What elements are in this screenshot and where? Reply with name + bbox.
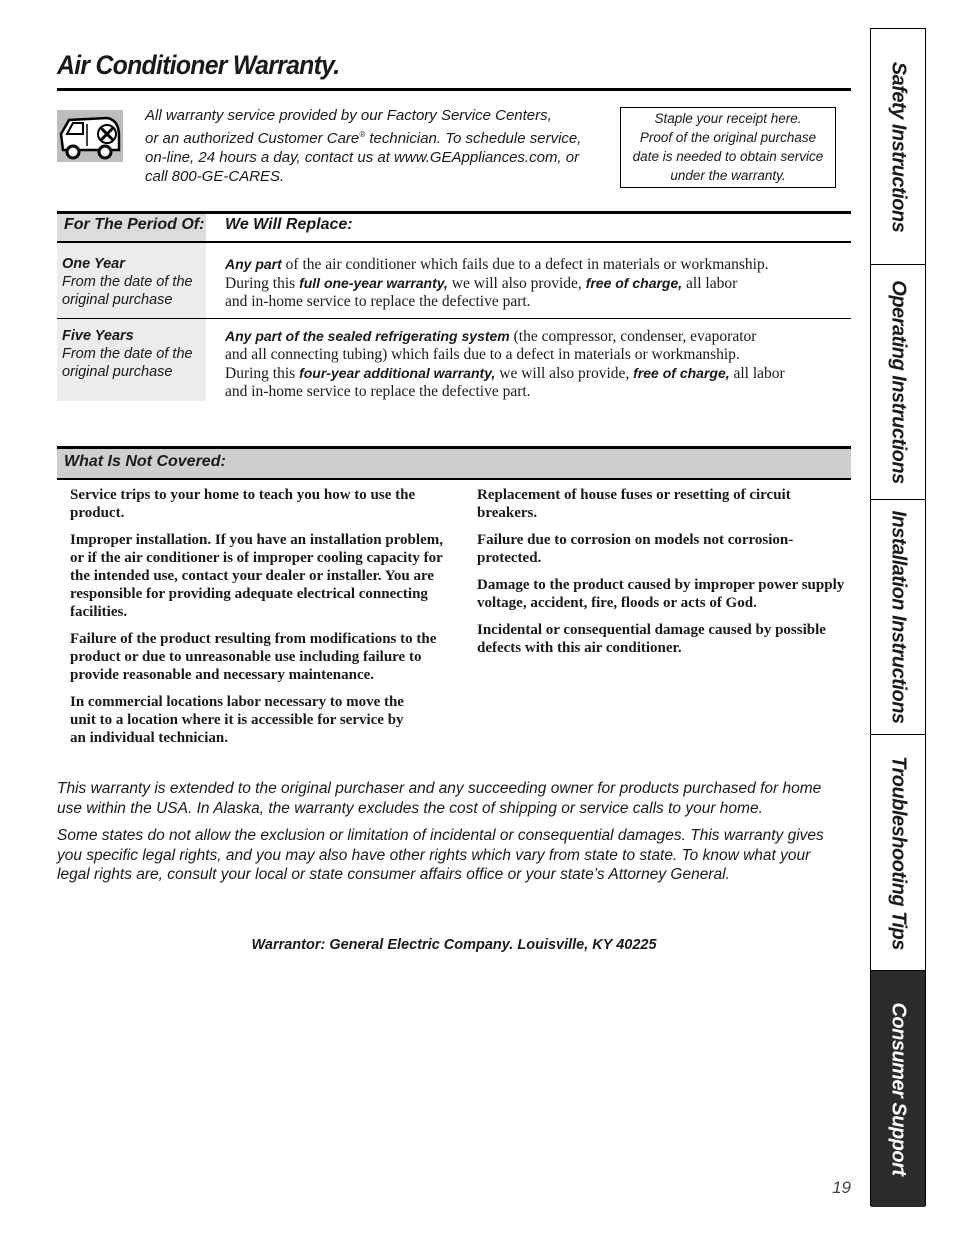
period-cell: Five Years From the date of the original purchase bbox=[62, 328, 193, 380]
tab-operating-instructions[interactable] bbox=[871, 265, 925, 500]
replace-header: We Will Replace: bbox=[225, 216, 353, 233]
replace-cell: Any part of the air conditioner which fails due to a defect in materials or workmanship. During this full one-year warranty, we will also provide, free of charge, all labor and in-home service to replace the defective part. bbox=[225, 256, 769, 310]
list-item: Incidental or consequential damage caused by possible defects with this air conditioner. bbox=[477, 622, 826, 656]
tab-label: Consumer Support bbox=[887, 1002, 910, 1176]
period-cell: One Year From the date of the original purchase bbox=[62, 256, 193, 308]
tab-label: Operating Instructions bbox=[887, 280, 910, 484]
tab-troubleshooting-tips[interactable] bbox=[871, 735, 925, 971]
receipt-box: Staple your receipt here. Proof of the original purchase date is needed to obtain service under the warranty. bbox=[620, 107, 836, 188]
warranty-extent-text: This warranty is extended to the original purchaser and any succeeding owner for products purchased for home use within the USA. In Alaska, the warranty excludes the cost of shipping or service calls to your home. bbox=[57, 780, 822, 817]
list-item: Replacement of house fuses or resetting of circuit breakers. bbox=[477, 487, 791, 521]
table-header bbox=[57, 214, 851, 241]
not-covered-right-column bbox=[477, 486, 849, 666]
service-truck-icon bbox=[57, 110, 123, 162]
warrantor-text: Warrantor: General Electric Company. Louisville, KY 40225 bbox=[251, 937, 657, 953]
list-item: Service trips to your home to teach you how to use the product. bbox=[70, 487, 416, 521]
list-item: Improper installation. If you have an installation problem, or if the air conditioner is of improper cooling capacity for the intended use, contact your dealer or installer. You are responsible for providing adequate electrical connecting facilities. bbox=[70, 532, 443, 620]
title-rule bbox=[57, 88, 851, 91]
not-covered-left-column bbox=[70, 486, 448, 756]
tab-installation-instructions[interactable] bbox=[871, 500, 925, 735]
tab-safety-instructions[interactable] bbox=[871, 29, 925, 265]
side-tabs bbox=[870, 28, 926, 1206]
not-covered-bottom-rule bbox=[57, 478, 851, 480]
not-covered-header bbox=[57, 449, 851, 478]
list-item: Failure due to corrosion on models not corrosion-protected. bbox=[477, 532, 794, 566]
tab-label: Safety Instructions bbox=[887, 61, 910, 232]
list-item: Damage to the product caused by improper power supply voltage, accident, fire, floods or acts of God. bbox=[477, 577, 845, 611]
page-title: Air Conditioner Warranty. bbox=[57, 50, 340, 80]
tab-label: Troubleshooting Tips bbox=[887, 755, 910, 950]
tab-consumer-support[interactable] bbox=[871, 971, 925, 1207]
list-item: Failure of the product resulting from modifications to the product or due to unreasonable use including failure to provide reasonable and necessary maintenance. bbox=[70, 631, 437, 683]
replace-cell: Any part of the sealed refrigerating system (the compressor, condenser, evaporator and all connecting tubing) which fails due to a defect in materials or workmanship. During this four-year additional warranty, we will also provide, free of charge, all labor and in-home service to replace the defective part. bbox=[225, 328, 785, 400]
list-item: In commercial locations labor necessary to move the unit to a location where it is accessible for service by an individual technician. bbox=[70, 694, 404, 746]
legal-rights-text: Some states do not allow the exclusion or limitation of incidental or consequential damages. This warranty gives you specific legal rights, and you may also have other rights which vary from state to state. To know what your legal rights are, consult your local or state consumer affairs office or your state’s Attorney General. bbox=[57, 827, 824, 883]
intro-text: All warranty service provided by our Factory Service Centers, or an authorized Customer Care® technician. To schedule service, on-line, 24 hours a day, contact us at www.GEAppliances.com, or call 800-GE-CARES. bbox=[145, 107, 582, 185]
page-number: 19 bbox=[832, 1178, 851, 1197]
period-header: For The Period Of: bbox=[64, 216, 205, 233]
tab-label: Installation Instructions bbox=[887, 510, 910, 724]
not-covered-title: What Is Not Covered: bbox=[64, 453, 226, 470]
